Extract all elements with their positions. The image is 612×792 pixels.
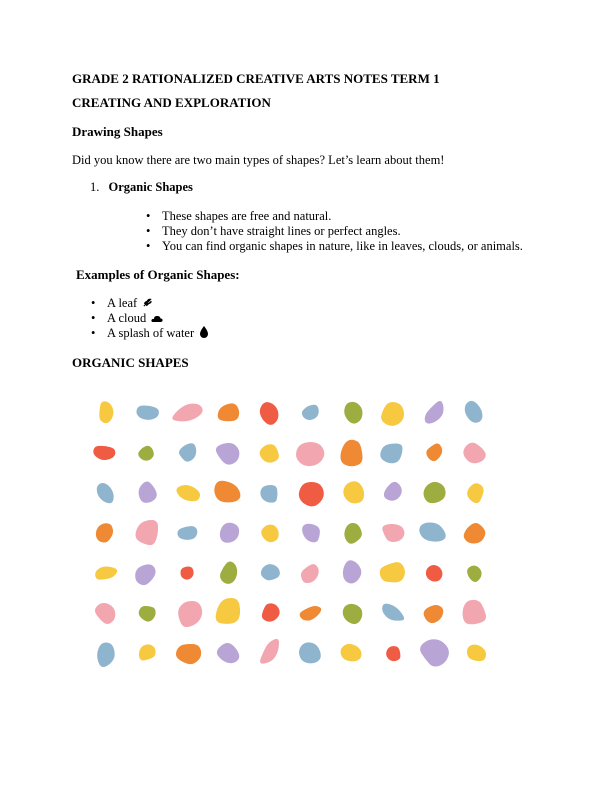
organic-shape-green — [421, 479, 449, 507]
organic-shape-orange — [173, 639, 205, 669]
organic-shape-red — [385, 645, 402, 662]
examples-list — [107, 296, 209, 341]
organic-shape-blue — [377, 437, 408, 468]
organic-shape-purple — [134, 479, 160, 506]
organic-shape-blue — [136, 405, 159, 420]
list-item: • These shapes are free and natural. — [162, 209, 523, 224]
organic-shape-purple — [342, 559, 363, 584]
organic-shape-yellow — [99, 401, 114, 423]
figure-heading: ORGANIC SHAPES — [72, 355, 189, 370]
organic-shape-pink — [380, 522, 405, 544]
organic-shape-pink — [461, 440, 489, 466]
organic-shape-green — [339, 600, 367, 627]
example-label: A leaf — [107, 296, 138, 310]
subsection-heading: Drawing Shapes — [72, 124, 163, 139]
organic-shape-yellow — [464, 641, 490, 666]
list-item — [107, 326, 209, 341]
numbered-item — [90, 180, 193, 195]
organic-shape-blue — [295, 638, 326, 668]
organic-shape-yellow — [175, 483, 202, 502]
organic-shape-orange — [92, 520, 117, 545]
example-label: A splash of water — [107, 326, 195, 340]
organic-shape-red — [92, 444, 117, 463]
organic-shape-red — [423, 562, 446, 585]
organic-shape-blue — [176, 524, 199, 542]
organic-shape-purple — [422, 399, 449, 428]
organic-shape-yellow — [135, 641, 159, 664]
organic-shape-purple — [216, 519, 243, 547]
organic-shape-pink — [299, 561, 321, 585]
intro-paragraph: Did you know there are two main types of shapes? Let’s learn about them! — [72, 153, 445, 167]
organic-shape-yellow — [467, 483, 485, 504]
water-drop-icon — [199, 326, 209, 338]
organic-shape-blue — [259, 561, 283, 584]
list-item — [107, 311, 209, 326]
example-label: A cloud — [107, 311, 147, 325]
organic-shape-orange — [216, 400, 242, 425]
organic-shape-blue — [460, 398, 486, 426]
organic-shape-red — [258, 600, 282, 625]
organic-shapes-illustration — [88, 395, 528, 690]
section-heading: CREATING AND EXPLORATION — [72, 95, 271, 110]
organic-shape-pink — [258, 636, 284, 668]
organic-shape-green — [137, 443, 157, 463]
list-item: • They don’t have straight lines or perfect angles. — [162, 224, 523, 239]
organic-shape-pink — [176, 599, 204, 628]
organic-shape-orange — [336, 436, 370, 471]
organic-shape-red — [259, 401, 279, 426]
organic-shape-blue — [176, 439, 200, 464]
organic-shape-orange — [460, 520, 489, 548]
organic-shape-green — [465, 563, 484, 584]
organic-bullet-list — [162, 209, 523, 254]
cloud-icon — [151, 314, 163, 323]
organic-shape-blue — [97, 642, 115, 667]
organic-shape-green — [136, 601, 159, 624]
organic-shape-orange — [425, 442, 443, 462]
document-title: GRADE 2 RATIONALIZED CREATIVE ARTS NOTES TERM 1 — [72, 71, 440, 86]
organic-shape-green — [343, 401, 363, 424]
organic-shape-pink — [459, 597, 490, 628]
organic-shape-purple — [298, 519, 325, 545]
organic-shape-red — [295, 477, 329, 511]
organic-shape-yellow — [376, 556, 409, 589]
organic-shape-pink — [134, 518, 159, 546]
organic-shape-yellow — [258, 522, 281, 545]
numbered-item-label: Organic Shapes — [108, 180, 193, 194]
organic-shape-purple — [416, 633, 454, 671]
organic-shape-green — [219, 560, 239, 585]
organic-shape-yellow — [339, 478, 369, 508]
examples-heading: Examples of Organic Shapes: — [76, 267, 240, 282]
organic-shape-blue — [300, 403, 322, 423]
organic-shape-pink — [170, 400, 205, 426]
organic-shape-blue — [379, 600, 407, 626]
organic-shape-yellow — [215, 597, 241, 625]
organic-shape-yellow — [257, 441, 283, 467]
organic-shape-purple — [214, 640, 243, 668]
organic-shape-purple — [380, 480, 405, 505]
organic-shape-purple — [215, 442, 241, 466]
organic-shape-orange — [298, 602, 323, 624]
organic-shape-blue — [257, 481, 282, 507]
organic-shape-green — [343, 522, 363, 545]
list-item — [107, 296, 209, 311]
organic-shape-yellow — [338, 642, 363, 664]
organic-shape-red — [180, 566, 193, 579]
organic-shape-blue — [417, 519, 449, 545]
organic-shape-purple — [131, 560, 158, 589]
list-number: 1. — [90, 180, 100, 194]
list-item: • You can find organic shapes in nature, like in leaves, clouds, or animals. — [162, 239, 523, 254]
organic-shape-pink — [293, 439, 327, 470]
organic-shape-yellow — [95, 566, 118, 580]
leaf-icon — [142, 297, 153, 308]
organic-shape-orange — [421, 600, 447, 626]
organic-shape-pink — [93, 600, 118, 627]
organic-shape-orange — [211, 478, 244, 507]
organic-shape-blue — [93, 480, 117, 507]
organic-shape-yellow — [379, 399, 408, 429]
